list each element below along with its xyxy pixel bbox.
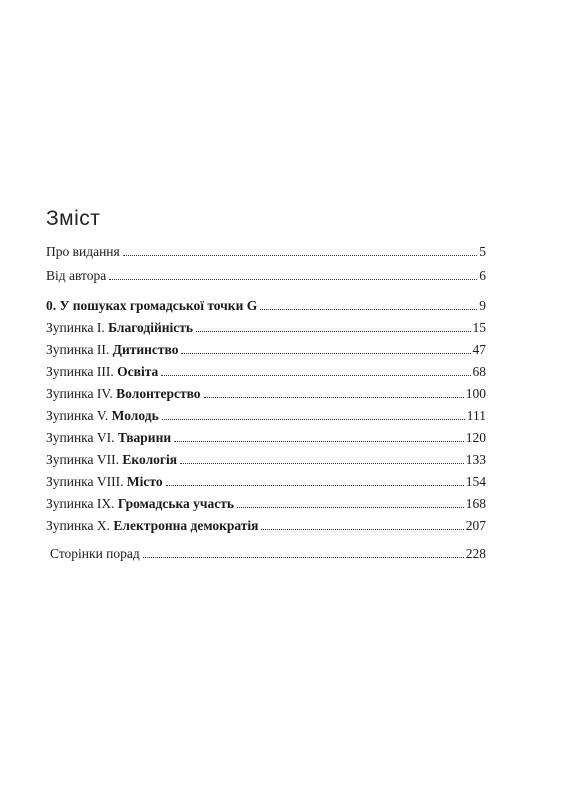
toc-entry-page: 68 (472, 364, 486, 379)
dot-leader (143, 557, 464, 558)
toc-entry-title: Місто (126, 474, 163, 489)
toc-entry (46, 430, 486, 446)
toc-entry-page: 9 (479, 298, 486, 313)
toc-entry-page: 154 (465, 474, 486, 489)
toc-entry-prefix: Зупинка II. (46, 342, 110, 357)
toc-entry (46, 298, 486, 314)
toc-entry-label (46, 364, 161, 380)
toc-entry (46, 452, 486, 468)
toc-entry-prefix: Зупинка III. (46, 364, 114, 379)
toc-entry-label (46, 496, 237, 512)
toc-entry (46, 342, 486, 358)
toc-entry-page: 120 (465, 430, 486, 445)
toc-entry-page: 47 (472, 342, 486, 357)
toc-entry (46, 474, 486, 490)
toc-entry-label: Про видання (46, 244, 120, 259)
toc-entry-title: Волонтерство (116, 386, 201, 401)
toc-entry-page: 207 (465, 518, 486, 533)
toc-entry-label (46, 320, 196, 336)
toc-entry-prefix: Зупинка IV. (46, 386, 113, 401)
dot-leader (181, 353, 470, 354)
toc-entry-prefix: Зупинка VII. (46, 452, 120, 467)
table-of-contents (46, 244, 486, 562)
toc-entry (46, 496, 486, 512)
toc-entry-label (46, 408, 162, 424)
dot-leader (261, 529, 463, 530)
toc-entry-title: Освіта (117, 364, 159, 379)
toc-entry (46, 386, 486, 402)
toc-entry-label (46, 518, 261, 534)
dot-leader (237, 507, 464, 508)
toc-entry-title: Молодь (111, 408, 159, 423)
dot-leader (162, 419, 465, 420)
dot-leader (204, 397, 464, 398)
toc-entry-page: 133 (465, 452, 486, 467)
toc-entry-prefix: Зупинка IX. (46, 496, 115, 511)
toc-entry-prefix: Зупинка V. (46, 408, 109, 423)
toc-entry-page: 111 (466, 408, 486, 423)
toc-entry-prefix: Зупинка VI. (46, 430, 115, 445)
toc-entry-prefix: Зупинка VIII. (46, 474, 124, 489)
toc-entry-label: Сторінки порад (50, 546, 140, 561)
toc-heading: Зміст (46, 207, 101, 230)
toc-entry-page: 6 (479, 268, 486, 283)
toc-entry-title: Громадська участь (117, 496, 235, 511)
toc-entry-label: Від автора (46, 268, 107, 283)
toc-entry (46, 244, 486, 260)
toc-entry-title: Тварини (117, 430, 172, 445)
toc-entry (46, 364, 486, 380)
dot-leader (161, 375, 470, 376)
dot-leader (174, 441, 464, 442)
toc-entry-page: 15 (472, 320, 486, 335)
toc-entry (46, 518, 486, 534)
toc-entry (46, 268, 486, 284)
dot-leader (260, 309, 477, 310)
toc-entry-title: Екологія (122, 452, 178, 467)
dot-leader (166, 485, 464, 486)
dot-leader (109, 279, 477, 280)
toc-entry-label (46, 430, 174, 446)
dot-leader (180, 463, 464, 464)
toc-entry-prefix: Зупинка X. (46, 518, 111, 533)
toc-entry-page: 5 (479, 244, 486, 259)
toc-entry-label (46, 452, 180, 468)
toc-entry (46, 320, 486, 336)
toc-entry (46, 408, 486, 424)
toc-entry (46, 546, 486, 562)
dot-leader (196, 331, 470, 332)
toc-entry-label: 0. У пошуках громадської точки G (46, 298, 258, 313)
toc-entry-title: Електронна демократія (113, 518, 259, 533)
dot-leader (123, 255, 478, 256)
toc-entry-title: Благодійність (108, 320, 194, 335)
toc-entry-page: 228 (465, 546, 486, 561)
toc-entry-page: 168 (465, 496, 486, 511)
toc-entry-page: 100 (465, 386, 486, 401)
toc-entry-label (46, 342, 181, 358)
toc-entry-title: Дитинство (112, 342, 179, 357)
toc-entry-prefix: Зупинка I. (46, 320, 105, 335)
toc-entry-label (46, 474, 166, 490)
toc-entry-label (46, 386, 204, 402)
